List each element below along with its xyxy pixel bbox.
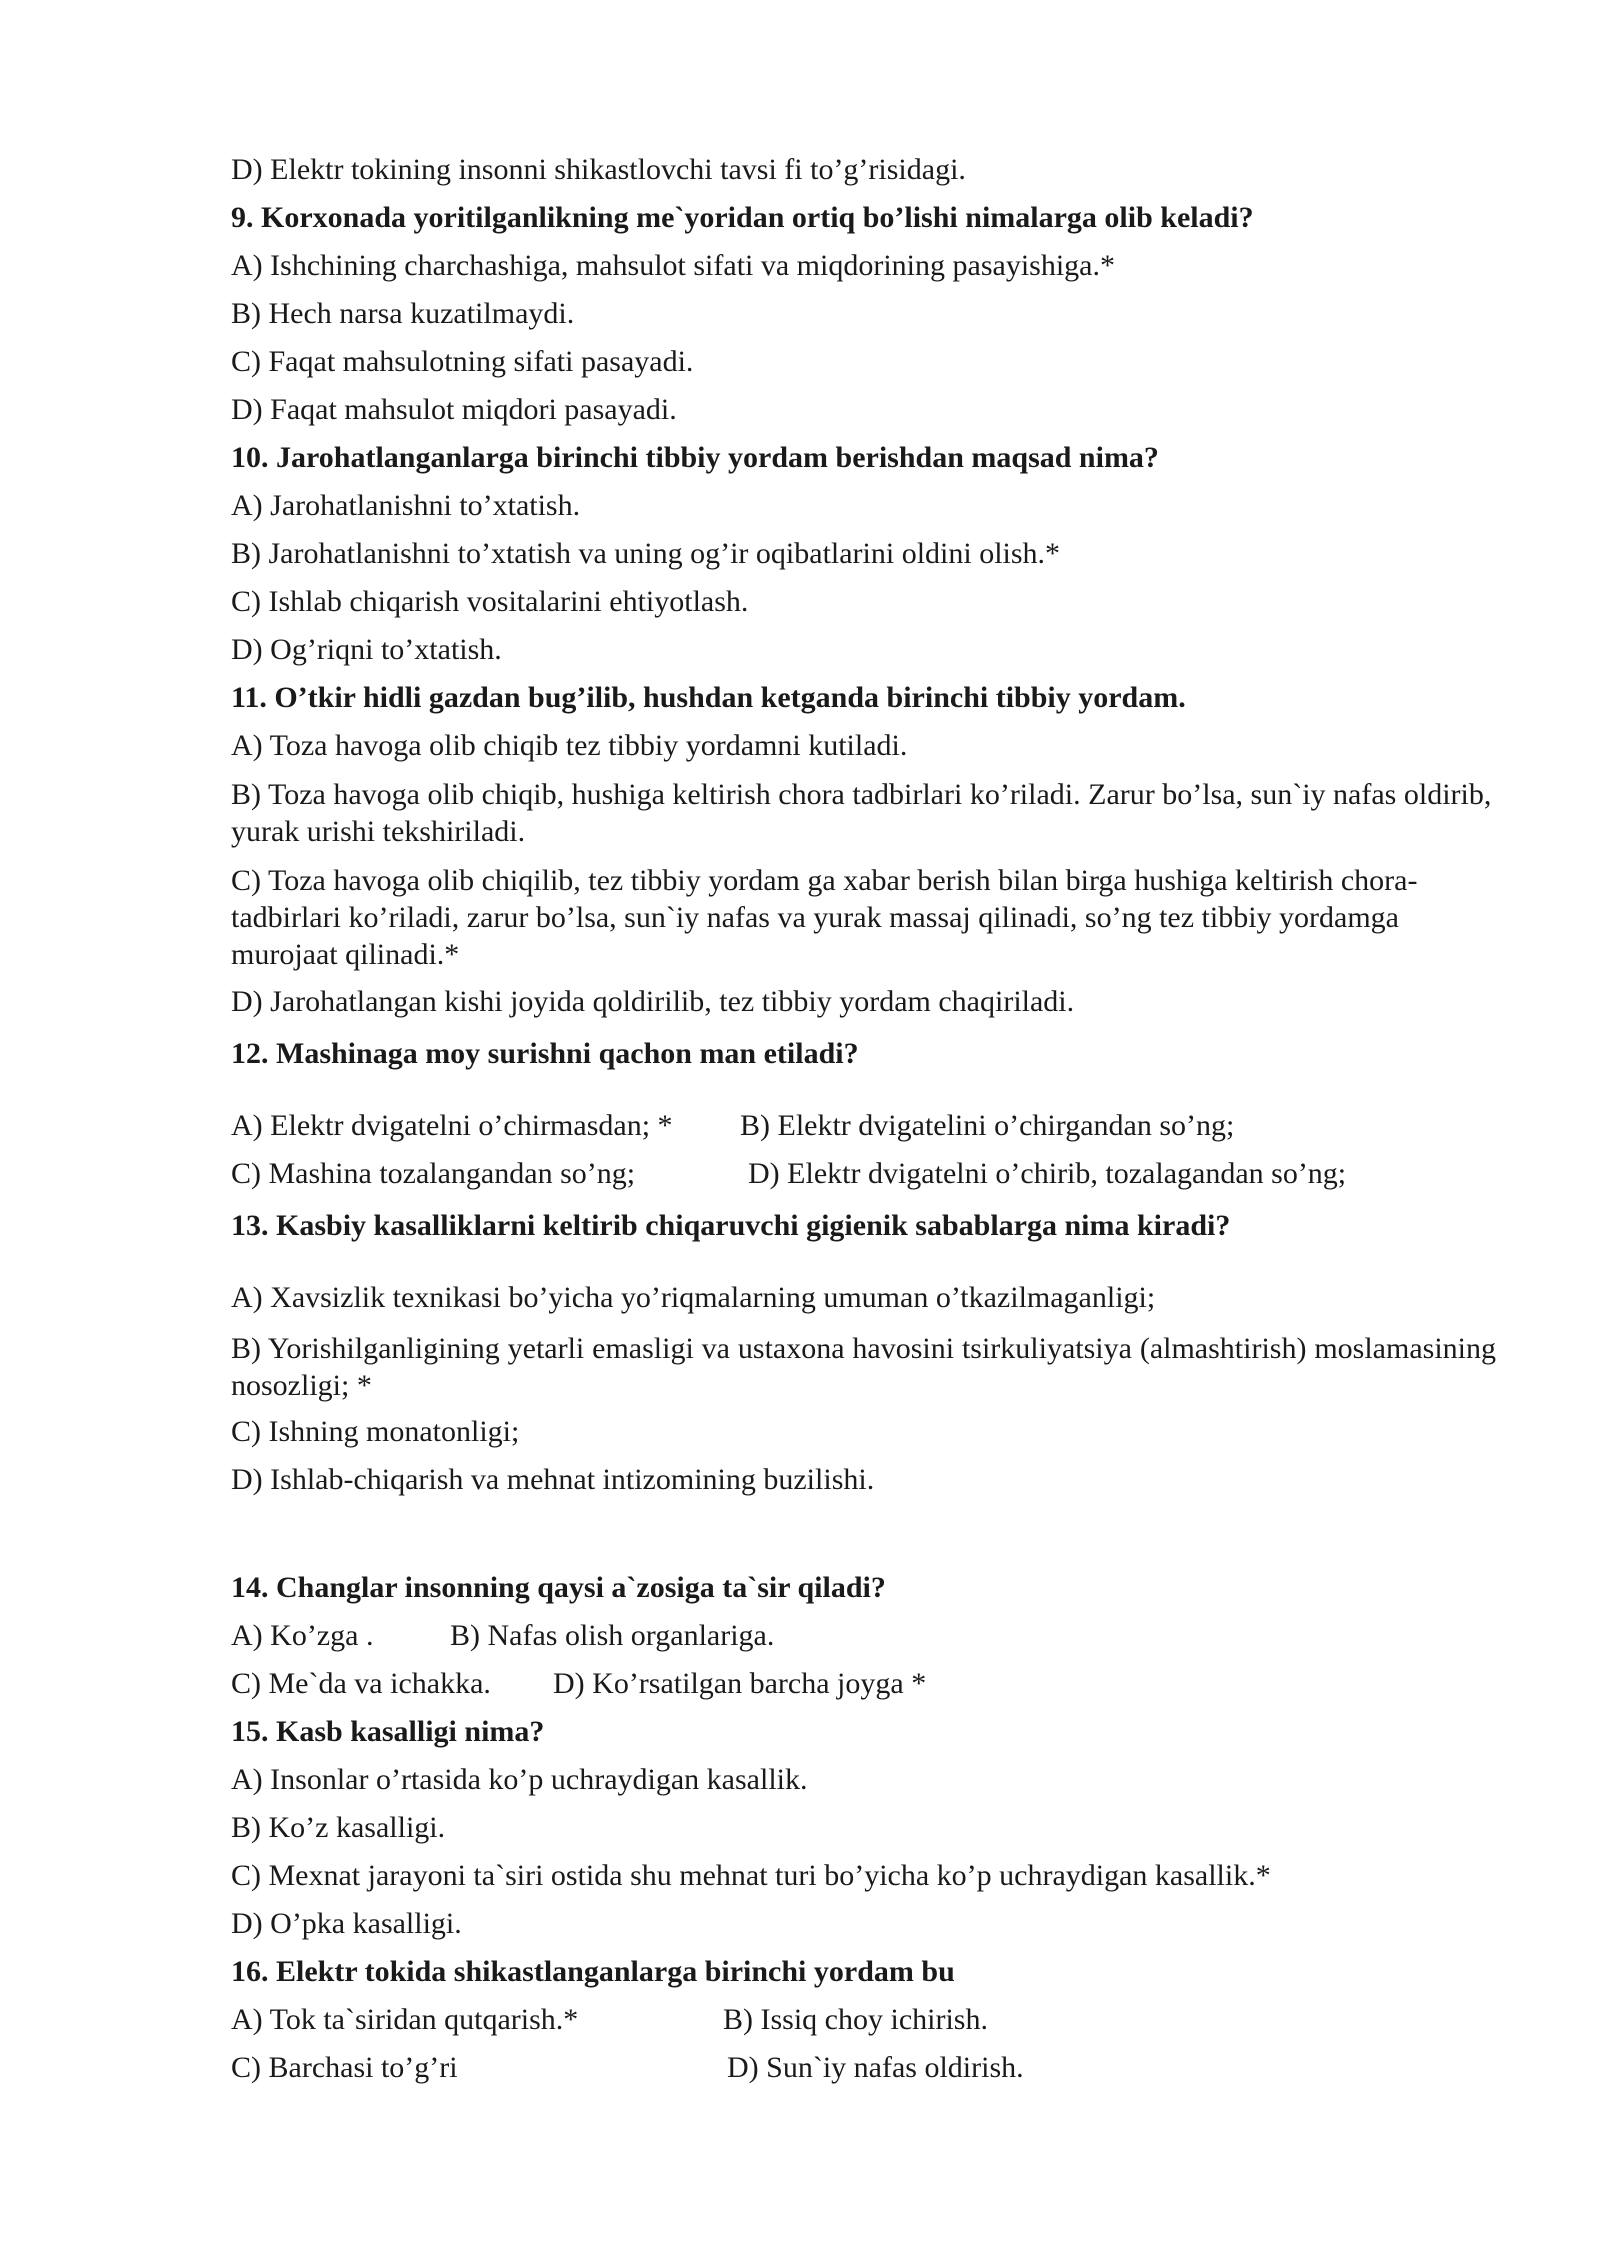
question-11-option-b: B) Toza havoga olib chiqib, hushiga keltirish chora tadbirlari ko’riladi. Zarur bo’lsa, sun`iy nafas oldirib, yurak urishi tekshiriladi.: [231, 778, 1492, 848]
question-9-option-d: D) Faqat mahsulot miqdori pasayadi.: [231, 393, 677, 426]
question-12-title: 12. Mashinaga moy surishni qachon man etiladi?: [231, 1037, 859, 1070]
question-13-option-b: B) Yorishilganligining yetarli emasligi va ustaxona havosini tsirkuliyatsiya (almashtirish) moslamasining nosozligi; *: [231, 1332, 1496, 1402]
question-14-option-c: C) Me`da va ichakka.: [231, 1667, 491, 1700]
question-13-option-c: C) Ishning monatonligi;: [231, 1415, 520, 1448]
question-16-option-c: C) Barchasi to’g’ri: [231, 2051, 458, 2084]
question-11-title: 11. O’tkir hidli gazdan bug’ilib, hushdan ketganda birinchi tibbiy yordam.: [231, 681, 1186, 714]
prev-question-option-d: D) Elektr tokining insonni shikastlovchi tavsi fi to’g’risidagi.: [231, 153, 966, 186]
question-16-option-d: D) Sun`iy nafas oldirish.: [727, 2051, 1024, 2084]
question-14-title: 14. Changlar insonning qaysi a`zosiga ta`sir qiladi?: [231, 1571, 886, 1604]
question-11-option-d: D) Jarohatlangan kishi joyida qoldirilib, tez tibbiy yordam chaqiriladi.: [231, 985, 1075, 1018]
question-11-option-c: C) Toza havoga olib chiqilib, tez tibbiy yordam ga xabar berish bilan birga hushiga keltirish chora-tadbirlari ko’riladi, zarur bo’lsa, sun`iy nafas va yurak massaj qilinadi, so’ng tez tibbiy yordamga murojaat qilinadi.*: [231, 864, 1418, 971]
question-9-option-c: C) Faqat mahsulotning sifati pasayadi.: [231, 345, 694, 378]
question-9-option-a: A) Ishchining charchashiga, mahsulot sifati va miqdorining pasayishiga.*: [231, 249, 1115, 282]
question-10-option-a: A) Jarohatlanishni to’xtatish.: [231, 489, 581, 522]
question-9-option-b: B) Hech narsa kuzatilmaydi.: [231, 297, 575, 330]
question-15-option-a: A) Insonlar o’rtasida ko’p uchraydigan kasallik.: [231, 1763, 808, 1796]
question-16-option-a: A) Tok ta`siridan qutqarish.*: [231, 2003, 579, 2036]
question-9-title: 9. Korxonada yoritilganlikning me`yoridan ortiq bo’lishi nimalarga olib keladi?: [231, 201, 1254, 234]
question-10-option-b: B) Jarohatlanishni to’xtatish va uning og’ir oqibatlarini oldini olish.*: [231, 537, 1061, 570]
question-15-option-b: B) Ko’z kasalligi.: [231, 1811, 446, 1844]
question-12-option-c: C) Mashina tozalangandan so’ng;: [231, 1157, 636, 1190]
question-10-option-c: C) Ishlab chiqarish vositalarini ehtiyotlash.: [231, 585, 749, 618]
question-13-title: 13. Kasbiy kasalliklarni keltirib chiqaruvchi gigienik sabablarga nima kiradi?: [231, 1209, 1231, 1242]
question-15-title: 15. Kasb kasalligi nima?: [231, 1715, 545, 1748]
question-13-option-d: D) Ishlab-chiqarish va mehnat intizomining buzilishi.: [231, 1463, 875, 1496]
question-10-option-d: D) Og’riqni to’xtatish.: [231, 633, 502, 666]
question-16-title: 16. Elektr tokida shikastlanganlarga birinchi yordam bu: [231, 1955, 955, 1988]
question-12-option-b: B) Elektr dvigatelini o’chirgandan so’ng;: [740, 1109, 1235, 1142]
question-15-option-c: C) Mexnat jarayoni ta`siri ostida shu mehnat turi bo’yicha ko’p uchraydigan kasallik.*: [231, 1859, 1271, 1892]
question-14-option-d: D) Ko’rsatilgan barcha joyga *: [553, 1667, 927, 1700]
question-13-option-a: A) Xavsizlik texnikasi bo’yicha yo’riqmalarning umuman o’tkazilmaganligi;: [231, 1281, 1156, 1314]
question-12-option-d: D) Elektr dvigatelni o’chirib, tozalagandan so’ng;: [748, 1157, 1347, 1190]
question-14-option-b: B) Nafas olish organlariga.: [450, 1619, 775, 1652]
question-11-option-a: A) Toza havoga olib chiqib tez tibbiy yordamni kutiladi.: [231, 729, 908, 762]
question-14-option-a: A) Ko’zga .: [231, 1619, 374, 1652]
question-15-option-d: D) O’pka kasalligi.: [231, 1907, 462, 1940]
question-10-title: 10. Jarohatlanganlarga birinchi tibbiy yordam berishdan maqsad nima?: [231, 441, 1159, 474]
question-16-option-b: B) Issiq choy ichirish.: [723, 2003, 988, 2036]
question-12-option-a: A) Elektr dvigatelni o’chirmasdan; *: [231, 1109, 673, 1142]
